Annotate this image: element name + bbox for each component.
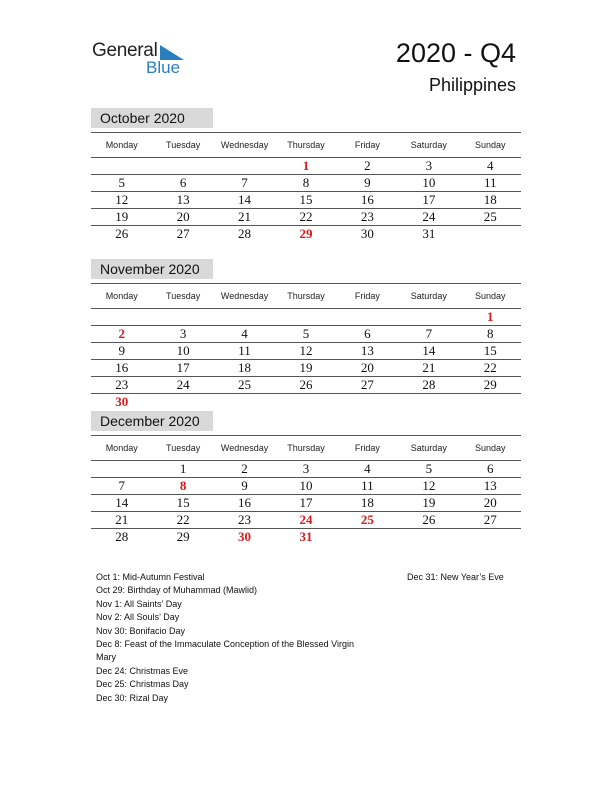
day-cell: 9	[337, 175, 398, 192]
day-cell: 8	[460, 326, 521, 343]
day-cell: 21	[91, 512, 152, 529]
day-cell: 28	[398, 377, 459, 394]
holiday-day-cell: 30	[115, 394, 129, 409]
month-november	[91, 259, 521, 410]
day-cell: 12	[91, 192, 152, 209]
day-cell: 4	[214, 326, 275, 343]
weekday-header: Monday	[91, 133, 152, 158]
holiday-day-cell: 30	[238, 529, 252, 544]
empty-day-cell	[214, 309, 275, 326]
day-cell: 28	[115, 529, 129, 544]
weekday-header: Sunday	[460, 436, 521, 461]
empty-day-cell	[398, 309, 459, 326]
day-cell: 25	[214, 377, 275, 394]
day-cell: 15	[275, 192, 336, 209]
weekday-header: Sunday	[460, 284, 521, 309]
day-cell: 27	[460, 512, 521, 529]
day-cell: 23	[337, 209, 398, 226]
day-cell: 10	[398, 175, 459, 192]
day-cell: 14	[214, 192, 275, 209]
weekday-header: Monday	[91, 436, 152, 461]
empty-day-cell	[152, 158, 213, 175]
holiday-note: Nov 2: All Souls’ Day	[96, 612, 180, 623]
day-cell: 29	[176, 529, 190, 544]
holiday-day-cell: 1	[275, 158, 336, 175]
day-cell: 11	[337, 478, 398, 495]
holiday-day-cell: 25	[337, 512, 398, 529]
day-cell: 16	[337, 192, 398, 209]
holiday-note: Dec 25: Christmas Day	[96, 679, 189, 690]
empty-day-cell	[337, 309, 398, 326]
holiday-note: Dec 8: Feast of the Immaculate Conception of the Blessed Virgin	[96, 639, 354, 650]
holiday-notes	[96, 571, 354, 705]
empty-day-cell	[275, 309, 336, 326]
month-october	[91, 108, 521, 242]
day-cell: 27	[337, 377, 398, 394]
week-row	[91, 158, 521, 175]
day-cell: 19	[398, 495, 459, 512]
week-row	[91, 461, 521, 478]
empty-day-cell	[91, 158, 152, 175]
holiday-note: Dec 31: New Year’s Eve	[407, 572, 504, 582]
day-cell: 11	[460, 175, 521, 192]
day-cell: 27	[176, 226, 190, 241]
holiday-note: Mary	[96, 652, 116, 663]
day-cell: 5	[398, 461, 459, 478]
weekday-header: Tuesday	[152, 284, 213, 309]
empty-day-cell	[398, 394, 459, 411]
month-december	[91, 411, 521, 545]
week-row	[91, 192, 521, 209]
holiday-day-cell: 24	[275, 512, 336, 529]
day-cell: 4	[460, 158, 521, 175]
day-cell: 22	[275, 209, 336, 226]
weekday-header-row	[91, 133, 521, 158]
country-name: Philippines	[428, 75, 516, 95]
day-cell: 17	[275, 495, 336, 512]
holiday-notes-right	[407, 571, 504, 584]
page-title: 2020 - Q4	[395, 38, 516, 68]
week-row	[91, 309, 521, 326]
day-cell: 23	[91, 377, 152, 394]
weekday-header: Wednesday	[214, 284, 275, 309]
logo-general-text: General	[92, 40, 158, 61]
day-cell: 3	[398, 158, 459, 175]
weekday-header: Saturday	[398, 436, 459, 461]
day-cell: 14	[398, 343, 459, 360]
day-cell: 13	[337, 343, 398, 360]
weekday-header: Wednesday	[214, 133, 275, 158]
week-row	[91, 495, 521, 512]
empty-day-cell	[460, 394, 521, 411]
weekday-header: Friday	[337, 436, 398, 461]
month-label: November 2020	[91, 259, 213, 279]
month-label: December 2020	[91, 411, 213, 431]
holiday-note: Oct 1: Mid-Autumn Festival	[96, 572, 205, 582]
day-cell: 17	[398, 192, 459, 209]
weekday-header: Tuesday	[152, 436, 213, 461]
holiday-day-cell: 1	[460, 309, 521, 326]
day-cell: 18	[337, 495, 398, 512]
day-cell: 3	[275, 461, 336, 478]
day-cell: 16	[214, 495, 275, 512]
week-row	[91, 360, 521, 377]
day-cell: 5	[91, 175, 152, 192]
day-cell: 21	[398, 360, 459, 377]
day-cell: 31	[422, 226, 436, 241]
day-cell: 2	[214, 461, 275, 478]
day-cell: 24	[398, 209, 459, 226]
day-cell: 22	[152, 512, 213, 529]
week-row	[91, 512, 521, 529]
weekday-header: Thursday	[275, 284, 336, 309]
day-cell: 6	[337, 326, 398, 343]
week-row	[91, 478, 521, 495]
calendar-grid	[91, 435, 521, 545]
day-cell: 15	[460, 343, 521, 360]
weekday-header: Friday	[337, 284, 398, 309]
day-cell: 7	[398, 326, 459, 343]
weekday-header: Monday	[91, 284, 152, 309]
day-cell: 12	[275, 343, 336, 360]
day-cell: 10	[275, 478, 336, 495]
day-cell: 5	[275, 326, 336, 343]
week-row	[91, 175, 521, 192]
empty-day-cell	[460, 226, 521, 243]
weekday-header: Tuesday	[152, 133, 213, 158]
week-row	[91, 529, 521, 546]
empty-day-cell	[214, 158, 275, 175]
holiday-day-cell: 2	[91, 326, 152, 343]
holiday-note: Dec 30: Rizal Day	[96, 692, 169, 703]
weekday-header-row	[91, 284, 521, 309]
day-cell: 7	[214, 175, 275, 192]
day-cell: 20	[460, 495, 521, 512]
day-cell: 13	[460, 478, 521, 495]
holiday-note: Nov 30: Bonifacio Day	[96, 625, 186, 636]
day-cell: 18	[460, 192, 521, 209]
day-cell: 25	[460, 209, 521, 226]
day-cell: 19	[91, 209, 152, 226]
empty-day-cell	[152, 309, 213, 326]
holiday-note: Oct 29: Birthday of Muhammad (Mawlid)	[96, 585, 258, 596]
day-cell: 22	[460, 360, 521, 377]
day-cell: 3	[152, 326, 213, 343]
day-cell: 11	[214, 343, 275, 360]
calendar-grid	[91, 132, 521, 242]
day-cell: 28	[238, 226, 252, 241]
week-row	[91, 377, 521, 394]
day-cell: 26	[398, 512, 459, 529]
empty-day-cell	[91, 461, 152, 478]
weekday-header: Saturday	[398, 284, 459, 309]
empty-day-cell	[337, 394, 398, 411]
generalblue-logo	[92, 40, 192, 80]
day-cell: 20	[337, 360, 398, 377]
week-row	[91, 209, 521, 226]
day-cell: 4	[337, 461, 398, 478]
holiday-day-cell: 8	[152, 478, 213, 495]
day-cell: 6	[460, 461, 521, 478]
day-cell: 19	[275, 360, 336, 377]
empty-day-cell	[460, 529, 521, 546]
holiday-note: Dec 24: Christmas Eve	[96, 665, 189, 676]
month-label: October 2020	[91, 108, 213, 128]
day-cell: 10	[152, 343, 213, 360]
day-cell: 26	[275, 377, 336, 394]
day-cell: 18	[214, 360, 275, 377]
empty-day-cell	[91, 309, 152, 326]
week-row	[91, 226, 521, 243]
weekday-header: Sunday	[460, 133, 521, 158]
day-cell: 24	[152, 377, 213, 394]
day-cell: 23	[214, 512, 275, 529]
day-cell: 26	[115, 226, 129, 241]
holiday-note: Nov 1: All Saints’ Day	[96, 598, 182, 609]
day-cell: 16	[91, 360, 152, 377]
day-cell: 2	[337, 158, 398, 175]
weekday-header: Thursday	[275, 133, 336, 158]
day-cell: 15	[152, 495, 213, 512]
day-cell: 1	[152, 461, 213, 478]
day-cell: 14	[91, 495, 152, 512]
logo-blue-text: Blue	[146, 58, 181, 77]
weekday-header: Friday	[337, 133, 398, 158]
calendar-grid	[91, 283, 521, 410]
week-row	[91, 326, 521, 343]
empty-day-cell	[152, 394, 213, 411]
day-cell: 20	[152, 209, 213, 226]
day-cell: 7	[91, 478, 152, 495]
day-cell: 13	[152, 192, 213, 209]
holiday-day-cell: 29	[299, 226, 313, 241]
weekday-header: Wednesday	[214, 436, 275, 461]
week-row	[91, 343, 521, 360]
weekday-header: Thursday	[275, 436, 336, 461]
empty-day-cell	[275, 394, 336, 411]
weekday-header: Saturday	[398, 133, 459, 158]
empty-day-cell	[398, 529, 459, 546]
day-cell: 8	[275, 175, 336, 192]
day-cell: 17	[152, 360, 213, 377]
weekday-header-row	[91, 436, 521, 461]
holiday-day-cell: 31	[299, 529, 313, 544]
empty-day-cell	[337, 529, 398, 546]
day-cell: 29	[460, 377, 521, 394]
day-cell: 12	[398, 478, 459, 495]
week-row	[91, 394, 521, 411]
day-cell: 9	[91, 343, 152, 360]
day-cell: 6	[152, 175, 213, 192]
day-cell: 21	[214, 209, 275, 226]
day-cell: 30	[360, 226, 374, 241]
day-cell: 9	[214, 478, 275, 495]
empty-day-cell	[214, 394, 275, 411]
